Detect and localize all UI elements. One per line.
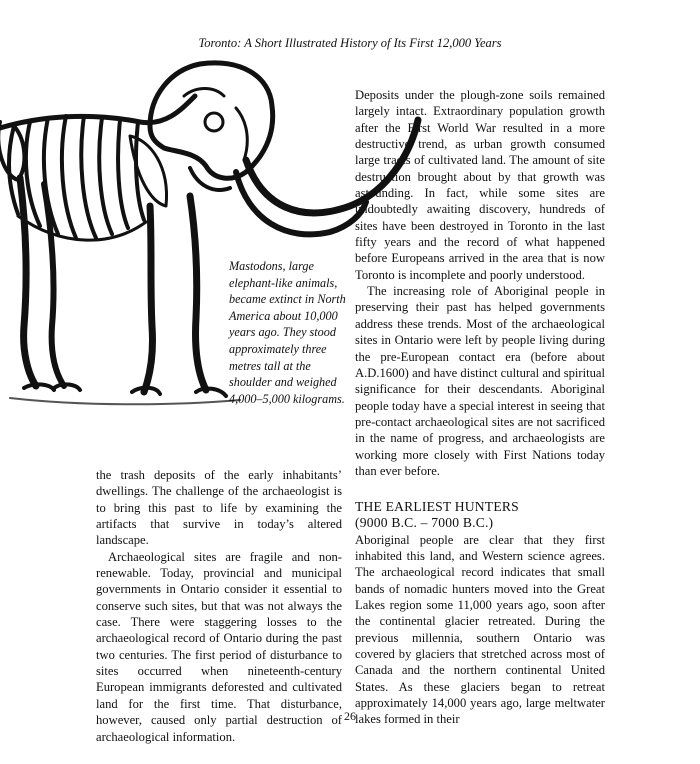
running-head: Toronto: A Short Illustrated History of Its First 12,000 Years [198, 36, 502, 50]
section-heading-dates: (9000 B.C. – 7000 B.C.) [355, 515, 494, 531]
section-heading [355, 499, 605, 532]
body-paragraph: Archaeological sites are fragile and non-renewable. Today, provincial and municipal governments in Ontario consider it essential to conserve such sites, but that was not always the case. There were staggering losses to the archaeological record of Ontario during the past two centuries. The first period of disturbance to sites occurred when nineteenth-century European immigrants deforested and cultivated land for the first time. That disturbance, however, caused only partial destruction of archaeological information. [96, 549, 342, 744]
section-heading-title: THE EARLIEST HUNTERS [355, 499, 519, 514]
left-column [96, 467, 342, 745]
body-paragraph: the trash deposits of the early inhabitants’ dwellings. The challenge of the archaeologist is to bring this past to life by examining the artifacts that survive in today’s altered landscape. [96, 468, 342, 548]
body-paragraph: Aboriginal people are clear that they first inhabited this land, and Western science agrees. The archaeological record indicates that small bands of nomadic hunters moved into the Great Lakes region some 11,000 years ago, soon after the continental glacier retreated. During the previous millennia, southern Ontario was covered by glaciers that stretched across most of Canada and the northern continental United States. As these glaciers began to retreat approximately 14,000 years ago, large meltwater lakes formed in their [355, 532, 605, 727]
right-column-bottom [355, 499, 605, 728]
body-paragraph: The increasing role of Aboriginal people in preserving their past has helped governments address these trends. Most of the archaeological sites in Ontario were left by people living during the pre-European contact era (before about A.D.1600) and have distinct cultural and spiritual significance for their descendants. Aboriginal people today have a special interest in seeing that pre-contact archaeological sites are not sacrificed in the name of progress, and archaeologists are working more closely with First Nations today than ever before. [355, 284, 605, 478]
page-number: 26 [344, 709, 356, 723]
figure-caption [229, 258, 349, 407]
right-column-top [355, 87, 605, 479]
caption-text: Mastodons, large elephant-like animals, became extinct in North America about 10,000 years ago. They stood approximately three metres tall at the shoulder and weighed 4,000–5,000 kilograms. [229, 259, 346, 406]
body-paragraph: Deposits under the plough-zone soils remained largely intact. Extraordinary population growth after the First World War resulted in a more destructive trend, as urban growth consumed large tracts of cultivated land. The amount of site destruction brought about by that growth was astounding. In fact, while some sites are undoubtedly awaiting discovery, hundreds of sites have been destroyed in Toronto in the last fifty years and the record of what happened before Europeans arrived in the area that is now Toronto is incomplete and poorly understood. [355, 88, 605, 282]
